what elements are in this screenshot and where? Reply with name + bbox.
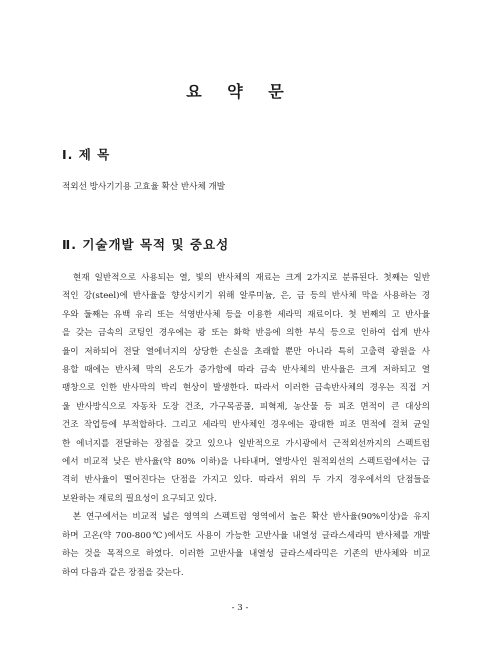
body-line: 격히 반사율이 떨어진다는 단점을 가지고 있다. 따라서 위의 두 가지 경우에서의 단점들을 xyxy=(62,475,430,486)
project-subject: 적외선 방사기기용 고효율 확산 반사체 개발 xyxy=(62,182,226,192)
body-line: 용할 때에는 반사체 막의 온도가 증가함에 따라 금속 반사체의 반사율은 크게 저하되고 열 xyxy=(62,365,430,376)
body-line: 건조 작업등에 부적합하다. 그리고 세라믹 반사체인 경우에는 광대한 피조 면적에 걸쳐 균일 xyxy=(62,420,430,431)
body-line: 하며 고온(약 700-800℃)에서도 사용이 가능한 고반사율 내열성 글라스세라믹 반사체를 개발 xyxy=(62,530,430,541)
body-text xyxy=(62,269,430,582)
document-title: 요 약 문 xyxy=(186,82,294,101)
body-line: 하여 다음과 같은 장점을 갖는다. xyxy=(62,567,184,578)
body-line: 울 반사방식으로 자동차 도장 건조, 가구목공품, 피혁제, 농산물 등 피조 면적이 큰 대상의 xyxy=(62,401,430,412)
body-line: 하는 것을 목적으로 하였다. 이러한 고반사율 내열성 글라스세라믹은 기존의 반사체와 비교 xyxy=(62,549,430,560)
body-line: 현재 일반적으로 사용되는 열, 빛의 반사체의 재료는 크게 2가지로 분류된다. 첫째는 일반 xyxy=(62,273,430,283)
body-line: 율이 저하되어 전달 열에너지의 상당한 손실을 초래할 뿐만 아니라 특히 고출력 광원을 사 xyxy=(62,346,430,357)
body-line: 적인 강(steel)에 반사율을 향상시키기 위해 알루미늄, 은, 금 등의 반사체 막을 사용하는 경 xyxy=(62,291,430,302)
body-line: 보완하는 재료의 필요성이 요구되고 있다. xyxy=(62,493,217,504)
body-line: 을 갖는 금속의 코팅인 경우에는 광 또는 화학 반응에 의한 부식 등으로 인하여 쉽게 반사 xyxy=(62,328,430,339)
body-line: 우와 둘째는 유백 유리 또는 석영반사체 등을 이용한 세라믹 재료이다. 첫 번째의 고 반사율 xyxy=(62,309,430,320)
body-line: 본 연구에서는 비교적 넓은 영역의 스펙트럼 영역에서 높은 확산 반사율(90%이상)을 유지 xyxy=(62,512,430,523)
page-number: - 3 - xyxy=(231,603,249,613)
body-line: 한 에너지를 전달하는 장점을 갖고 있으나 일반적으로 가시광에서 근적외선까지의 스펙트럼 xyxy=(62,438,430,449)
body-line: 에서 비교적 낮은 반사율(약 80% 이하)을 나타내며, 열방사인 원적외선의 스펙트럼에서는 급 xyxy=(62,457,430,468)
body-line: 팽창으로 인한 반사막의 박리 현상이 발생한다. 따라서 이러한 금속반사체의 경우는 직접 거 xyxy=(62,383,430,394)
section-heading-title: Ⅰ. 제 목 xyxy=(62,147,111,162)
section-heading-purpose: Ⅱ. 기술개발 목적 및 중요성 xyxy=(62,237,230,252)
